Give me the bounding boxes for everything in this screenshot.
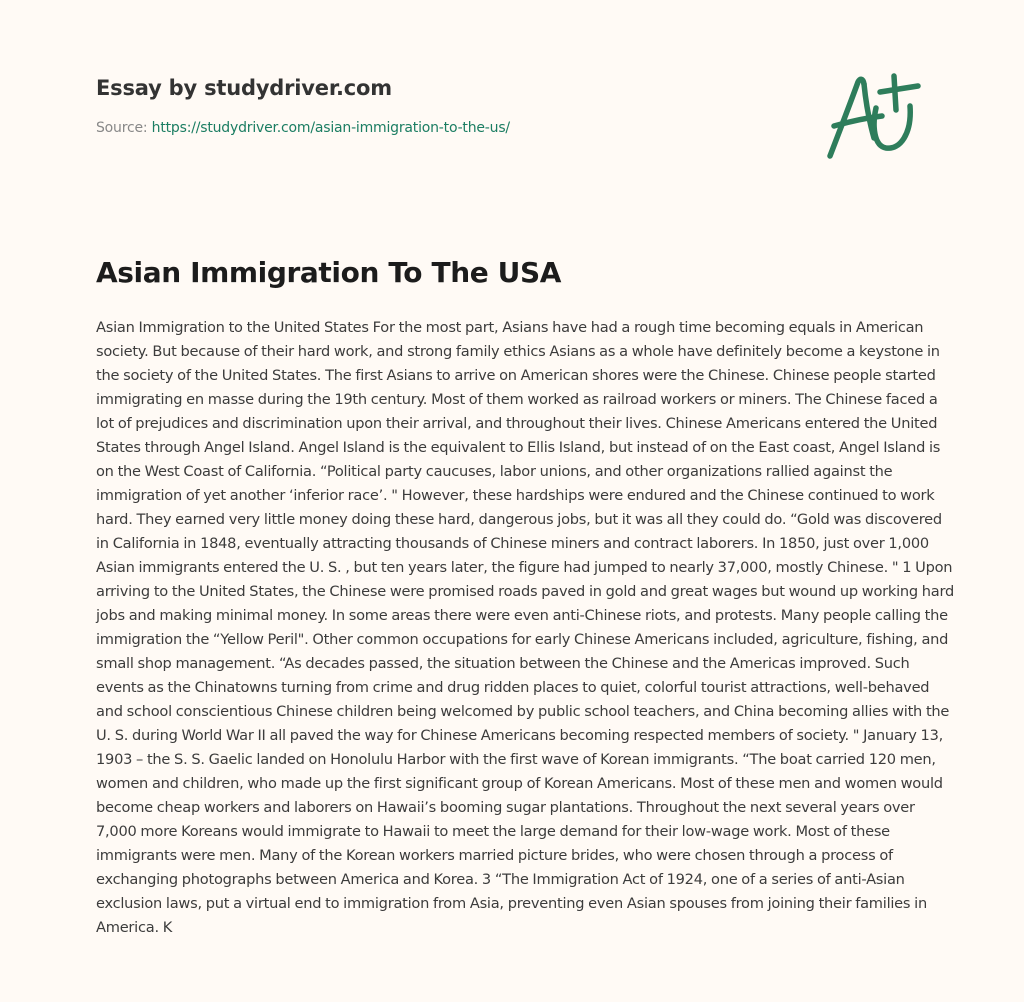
source-line	[96, 120, 796, 136]
source-label: Source:	[96, 120, 148, 136]
a-plus-grade-icon	[822, 68, 930, 168]
source-link[interactable]: https://studydriver.com/asian-immigration-to-the-us/	[151, 120, 510, 136]
site-title: Essay by studydriver.com	[96, 76, 392, 100]
article-title: Asian Immigration To The USA	[96, 256, 562, 289]
article-body: Asian Immigration to the United States For the most part, Asians have had a rough time becoming equals in American society. But because of their hard work, and strong family ethics Asians as a whole have definitely become a keystone in the society of the United States. The first Asians to arrive on American shores were the Chinese. Chinese people started immigrating en masse during the 19th century. Most of them worked as railroad workers or miners. The Chinese faced a lot of prejudices and discrimination upon their arrival, and throughout their lives. Chinese Americans entered the United States through Angel Island. Angel Island is the equivalent to Ellis Island, but instead of on the East coast, Angel Island is on the West Coast of California. “Political party caucuses, labor unions, and other organizations rallied against the immigration of yet another ‘inferior race’. " However, these hardships were endured and the Chinese continued to work hard. They earned very little money doing these hard, dangerous jobs, but it was all they could do. “Gold was discovered in California in 1848, eventually attracting thousands of Chinese miners and contract laborers. In 1850, just over 1,000 Asian immigrants entered the U. S. , but ten years later, the figure had jumped to nearly 37,000, mostly Chinese. " 1 Upon arriving to the United States, the Chinese were promised roads paved in gold and great wages but wound up working hard jobs and making minimal money. In some areas there were even anti-Chinese riots, and protests. Many people calling the immigration the “Yellow Peril". Other common occupations for early Chinese Americans included, agriculture, fishing, and small shop management. “As decades passed, the situation between the Chinese and the Americas improved. Such events as the Chinatowns turning from crime and drug ridden places to quiet, colorful tourist attractions, well-behaved and school conscientious Chinese children being welcomed by public school teachers, and China becoming allies with the U. S. during World War II all paved the way for Chinese Americans becoming respected members of society. " January 13, 1903 – the S. S. Gaelic landed on Honolulu Harbor with the first wave of Korean immigrants. “The boat carried 120 men, women and children, who made up the first significant group of Korean Americans. Most of these men and women would become cheap workers and laborers on Hawaii’s booming sugar plantations. Throughout the next several years over 7,000 more Koreans would immigrate to Hawaii to meet the large demand for their low-wage work. Most of these immigrants were men. Many of the Korean workers married picture brides, who were chosen through a process of exchanging photographs between America and Korea. 3 “The Immigration Act of 1924, one of a series of anti-Asian exclusion laws, put a virtual end to immigration from Asia, preventing even Asian spouses from joining their families in America. K	[96, 319, 955, 936]
essay-header	[96, 76, 796, 136]
